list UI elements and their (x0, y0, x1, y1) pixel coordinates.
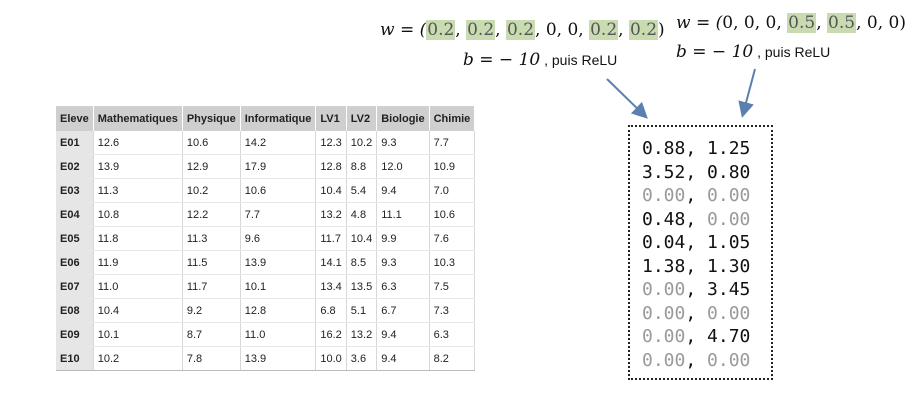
grade-cell: 10.6 (429, 203, 475, 227)
grades-table (56, 106, 475, 371)
grade-cell: 10.4 (93, 299, 182, 323)
grade-cell: 8.5 (346, 251, 376, 275)
grade-cell: 9.3 (377, 251, 429, 275)
grade-cell: 13.2 (316, 203, 346, 227)
column-header-mathematiques: Mathematiques (93, 106, 182, 131)
student-id-cell: E05 (56, 227, 93, 251)
column-header-eleve: Eleve (56, 106, 93, 131)
output-row (642, 349, 771, 373)
grade-cell: 9.6 (240, 227, 316, 251)
table-header-row (56, 106, 475, 131)
weight-value: 0.2 (427, 20, 455, 40)
grade-cell: 12.3 (316, 131, 346, 155)
grade-cell: 13.9 (240, 251, 316, 275)
grade-cell: 9.3 (377, 131, 429, 155)
student-id-cell: E06 (56, 251, 93, 275)
grade-cell: 10.2 (182, 179, 240, 203)
output-value-1: 0.00 (642, 185, 686, 206)
output-value-2: 0.00 (707, 349, 751, 371)
grade-cell: 13.9 (240, 347, 316, 371)
output-separator: , (685, 138, 708, 159)
relu-label: , puis ReLU (540, 52, 618, 68)
grade-cell: 13.5 (346, 275, 376, 299)
arrow-right (743, 69, 755, 114)
grade-cell: 8.2 (429, 347, 475, 371)
output-value-2: 0.80 (707, 161, 751, 183)
grade-cell: 6.7 (377, 299, 429, 323)
grade-cell: 11.7 (182, 275, 240, 299)
weight-separator: , (556, 20, 568, 40)
output-separator: , (685, 232, 708, 253)
grade-cell: 7.0 (429, 179, 475, 203)
weight-value: 0 (545, 20, 557, 40)
grade-cell: 9.2 (182, 299, 240, 323)
output-value-1: 3.52 (642, 161, 686, 183)
grade-cell: 14.2 (240, 131, 316, 155)
column-header-chimie: Chimie (429, 106, 475, 131)
relu-label: , puis ReLU (753, 44, 831, 60)
table-row (56, 155, 475, 179)
grade-cell: 11.3 (182, 227, 240, 251)
table-row (56, 299, 475, 323)
output-row (642, 278, 771, 302)
grade-cell: 6.3 (429, 323, 475, 347)
column-header-biologie: Biologie (377, 106, 429, 131)
grade-cell: 12.9 (182, 155, 240, 179)
weight-value: 0.2 (629, 20, 658, 40)
grade-cell: 10.6 (182, 131, 240, 155)
grade-cell: 10.1 (93, 323, 182, 347)
output-value-1: 0.04 (642, 232, 686, 253)
grade-cell: 6.8 (316, 299, 346, 323)
table-row (56, 275, 475, 299)
grade-cell: 14.1 (316, 251, 346, 275)
grade-cell: 6.3 (377, 275, 429, 299)
weight-value: 0.5 (788, 13, 816, 33)
weight-value: 0.2 (590, 20, 618, 40)
weight-value: 0.5 (828, 13, 856, 33)
grade-cell: 11.1 (377, 203, 429, 227)
grade-cell: 11.0 (93, 275, 182, 299)
output-row (642, 208, 771, 232)
output-value-1: 1.38 (642, 255, 686, 277)
output-row (642, 231, 771, 255)
grade-cell: 10.0 (316, 347, 346, 371)
output-separator: , (685, 255, 708, 277)
output-value-2: 1.30 (707, 255, 751, 277)
student-id-cell: E04 (56, 203, 93, 227)
grade-cell: 12.8 (316, 155, 346, 179)
grade-cell: 9.4 (377, 179, 429, 203)
grade-cell: 13.4 (316, 275, 346, 299)
grade-cell: 11.9 (93, 251, 182, 275)
table-row (56, 131, 475, 155)
weight-close: ) (899, 13, 906, 33)
relu-output-box (628, 125, 773, 380)
grade-cell: 7.5 (429, 275, 475, 299)
grade-cell: 13.9 (93, 155, 182, 179)
grade-cell: 11.7 (316, 227, 346, 251)
grade-cell: 9.4 (377, 323, 429, 347)
grade-cell: 13.2 (346, 323, 376, 347)
grade-cell: 16.2 (316, 323, 346, 347)
weight-separator: , (733, 13, 744, 33)
output-value-2: 0.00 (707, 302, 751, 324)
grade-cell: 9.9 (377, 227, 429, 251)
output-row (642, 302, 771, 326)
output-separator: , (685, 326, 708, 347)
grade-cell: 3.6 (346, 347, 376, 371)
output-value-1: 0.00 (642, 326, 686, 347)
output-separator: , (685, 208, 708, 230)
output-value-2: 0.00 (707, 208, 751, 230)
grade-cell: 7.7 (429, 131, 475, 155)
output-value-1: 0.00 (642, 302, 686, 324)
output-value-1: 0.48 (642, 208, 686, 230)
grade-cell: 10.3 (429, 251, 475, 275)
output-row (642, 137, 771, 161)
grade-cell: 12.2 (182, 203, 240, 227)
weight-value: 0 (743, 13, 755, 33)
weight-close: ) (658, 20, 665, 40)
student-id-cell: E02 (56, 155, 93, 179)
table-row (56, 347, 475, 371)
student-id-cell: E10 (56, 347, 93, 371)
student-id-cell: E03 (56, 179, 93, 203)
column-header-lv1: LV1 (316, 106, 346, 131)
grade-cell: 8.8 (346, 155, 376, 179)
weight-value: 0.2 (506, 20, 535, 40)
table-body (56, 131, 475, 371)
grade-cell: 7.8 (182, 347, 240, 371)
output-separator: , (685, 302, 708, 324)
grade-cell: 10.4 (346, 227, 376, 251)
weight-separator: , (877, 13, 889, 33)
grade-cell: 17.9 (240, 155, 316, 179)
grade-cell: 11.5 (182, 251, 240, 275)
output-row (642, 161, 771, 185)
table-row (56, 323, 475, 347)
table-row (56, 251, 475, 275)
weight-value: 0 (888, 13, 900, 33)
weight-separator: , (816, 13, 828, 33)
student-id-cell: E01 (56, 131, 93, 155)
grade-cell: 10.4 (316, 179, 346, 203)
grade-cell: 9.4 (377, 347, 429, 371)
output-row (642, 184, 771, 208)
grade-cell: 11.0 (240, 323, 316, 347)
output-separator: , (685, 349, 708, 371)
output-value-1: 0.88 (642, 138, 686, 159)
weight-separator: , (754, 13, 766, 33)
output-value-2: 0.00 (707, 185, 751, 206)
output-separator: , (685, 185, 708, 206)
student-id-cell: E08 (56, 299, 93, 323)
grade-cell: 7.6 (429, 227, 475, 251)
grade-cell: 10.2 (346, 131, 376, 155)
weight-lhs: w = ( (676, 13, 723, 33)
output-separator: , (685, 161, 708, 183)
weight-value: 0.2 (467, 20, 495, 40)
grade-cell: 12.0 (377, 155, 429, 179)
grade-cell: 8.7 (182, 323, 240, 347)
bias-text: b = − 10 (463, 50, 541, 70)
table-row (56, 179, 475, 203)
output-value-2: 3.45 (707, 279, 751, 300)
bias-text: b = − 10 (676, 42, 754, 62)
weight-separator: , (776, 13, 788, 33)
grade-cell: 7.7 (240, 203, 316, 227)
output-value-1: 0.00 (642, 349, 686, 371)
grade-cell: 10.6 (240, 179, 316, 203)
grade-cell: 4.8 (346, 203, 376, 227)
weight-value: 0 (722, 13, 734, 33)
column-header-physique: Physique (182, 106, 240, 131)
student-id-cell: E09 (56, 323, 93, 347)
grade-cell: 5.4 (346, 179, 376, 203)
weight-separator: , (455, 20, 467, 40)
grade-cell: 12.6 (93, 131, 182, 155)
weight-separator: , (495, 20, 506, 40)
grade-cell: 7.3 (429, 299, 475, 323)
output-value-1: 0.00 (642, 279, 686, 300)
student-id-cell: E07 (56, 275, 93, 299)
grade-cell: 12.8 (240, 299, 316, 323)
grade-cell: 5.1 (346, 299, 376, 323)
weight-lhs: w = ( (380, 20, 427, 40)
grade-cell: 10.1 (240, 275, 316, 299)
weight-value: 0 (567, 20, 579, 40)
grade-cell: 10.9 (429, 155, 475, 179)
grade-cell: 11.8 (93, 227, 182, 251)
arrow-left (607, 79, 645, 116)
output-row (642, 255, 771, 279)
weight-separator: , (856, 13, 867, 33)
grade-cell: 10.2 (93, 347, 182, 371)
weight-separator: , (578, 20, 590, 40)
grade-cell: 10.8 (93, 203, 182, 227)
weight-value: 0 (765, 13, 777, 33)
weight-value: 0 (866, 13, 878, 33)
grade-cell: 11.3 (93, 179, 182, 203)
output-separator: , (685, 279, 708, 300)
column-header-informatique: Informatique (240, 106, 316, 131)
table-row (56, 203, 475, 227)
weight-separator: , (535, 20, 546, 40)
table-row (56, 227, 475, 251)
output-value-2: 1.05 (707, 232, 751, 253)
weight-separator: , (618, 20, 629, 40)
column-header-lv2: LV2 (346, 106, 376, 131)
output-row (642, 325, 771, 349)
output-value-2: 1.25 (707, 138, 751, 159)
output-value-2: 4.70 (707, 326, 751, 347)
